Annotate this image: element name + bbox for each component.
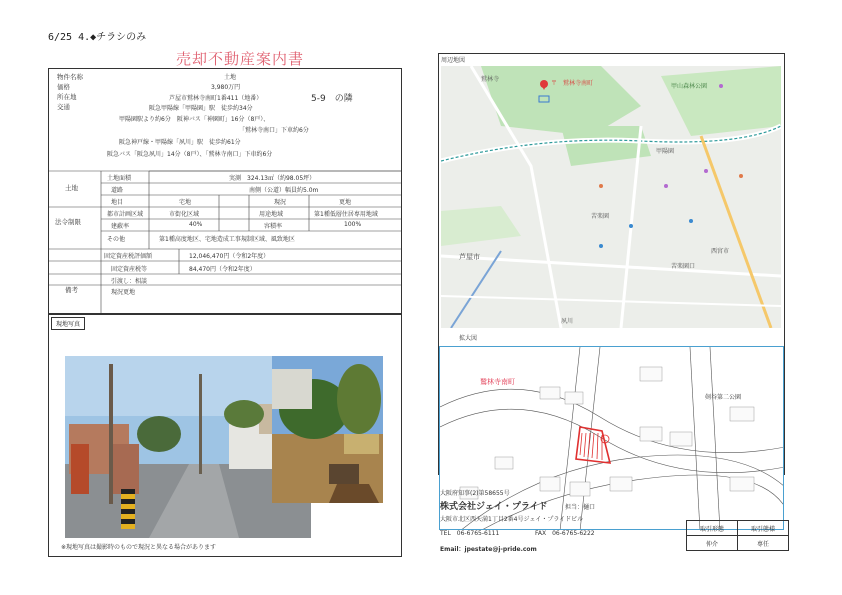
form-value: 仲介 — [687, 536, 738, 551]
company-tel: TEL 06-6765-6111 — [440, 530, 500, 537]
delivery: 引渡し：相談 — [111, 278, 148, 285]
label-transport: 交通 — [57, 103, 70, 111]
area-map — [441, 66, 781, 328]
label-price: 価格 — [57, 83, 70, 91]
company-license: 大阪府知事(2)第58655号 — [440, 490, 510, 497]
far-label: 容積率 — [264, 223, 283, 230]
area-map-graphic — [441, 66, 781, 328]
zoning-label: 用途地域 — [259, 211, 284, 218]
transport-line-4: 阪急神戸線・甲陽線「夙川」駅 徒歩約61分 — [119, 139, 241, 146]
photos-caption: ※現地写真は撮影時のもので現況と異なる場合があります — [61, 544, 217, 551]
tax-label: 固定資産税等 — [111, 266, 148, 273]
tax-amount: 84,470円（令和2年度） — [189, 266, 256, 273]
road-value: 南側（公道）幅員約5.0m — [249, 187, 319, 194]
trade-value: 専任 — [738, 536, 789, 551]
transaction-table — [686, 520, 789, 551]
site-photos — [49, 314, 401, 556]
page-header: 6/25 4.◆チラシのみ — [48, 32, 147, 43]
map-label: 周辺地図 — [441, 57, 466, 64]
company-address: 大阪市北区西天満1丁目2番4号ジェイ・プライドビル — [440, 516, 584, 523]
map-pin-label: 〒 鷲林寺南町 — [551, 80, 594, 87]
far-value: 100% — [344, 221, 362, 228]
transport-line-1: 阪急甲陽線「甲陽園」駅 徒歩約34分 — [149, 105, 253, 112]
label-law: 法令制限 — [55, 218, 81, 226]
map-place-6: 芦屋市 — [459, 253, 480, 261]
zoom-label: 拡大図 — [459, 335, 478, 342]
land-area-value: 実測 324.13㎡（約98.05坪） — [229, 175, 316, 182]
transport-line-5: 阪急バス「阪急夙川」14分（8戸）、「鷲林寺南口」下車約6分 — [107, 151, 273, 158]
current-value: 更地 — [339, 199, 352, 206]
current-label: 現況 — [274, 199, 287, 206]
property-address: 芦屋市鷲林寺南町1番411（地番） — [169, 95, 263, 102]
map-panel — [438, 53, 785, 475]
company-email: Email：jpestate@j-pride.com — [440, 546, 537, 553]
zoom-park-label: 剣谷第二公園 — [705, 394, 742, 401]
tax-value-label: 固定資産税評価額 — [104, 253, 153, 260]
photos-label: 現地写真 — [51, 317, 85, 330]
map-place-1: 鷲林寺 — [481, 76, 500, 83]
other-value: 第1種高度地区、宅地造成工事規制区域、風致地区 — [159, 236, 295, 243]
map-place-7: 西宮市 — [711, 248, 730, 255]
form-label: 取引形態 — [687, 521, 738, 536]
transport-line-3: 「鷲林寺南口」下車約6分 — [239, 127, 309, 134]
bcr-value: 40% — [189, 221, 203, 228]
tax-value: 12,046,470円（令和2年度） — [189, 253, 270, 260]
city-plan-label: 都市計画区域 — [107, 211, 144, 218]
property-info-panel — [48, 68, 402, 315]
page-title: 売却不動産案内書 — [175, 50, 304, 68]
map-place-8: 苦楽園口 — [671, 263, 696, 270]
property-address-suffix: 5-9 の隣 — [311, 94, 353, 104]
map-place-5: 夙川 — [561, 318, 574, 325]
label-location: 所在地 — [57, 93, 77, 101]
label-remarks: 備考 — [65, 286, 78, 294]
land-area-label: 土地面積 — [107, 175, 132, 182]
property-price: 3,980万円 — [211, 84, 241, 91]
zoom-place-label: 鷲林寺南町 — [480, 378, 515, 386]
bcr-label: 建蔽率 — [111, 223, 130, 230]
land-category-value: 宅地 — [179, 199, 192, 206]
company-person: 担当：樋口 — [565, 504, 596, 511]
map-place-4: 苦楽園 — [591, 213, 610, 220]
property-name: 土地 — [224, 74, 237, 81]
company-fax: FAX 06-6765-6222 — [535, 530, 595, 537]
lot-photo — [272, 356, 383, 503]
trade-label: 取引態様 — [738, 521, 789, 536]
company-name: 株式会社ジェイ・プライド — [440, 502, 548, 512]
other-label: その他 — [107, 236, 126, 243]
road-label: 道路 — [111, 187, 124, 194]
transport-line-2: 甲陽園駅より約6分 阪神バス「神園町」16分（8戸）、 — [119, 116, 270, 123]
label-name: 物件名称 — [57, 73, 83, 81]
map-place-2: 甲陽園 — [656, 148, 675, 155]
remarks-value: 現況更地 — [111, 289, 136, 296]
label-land: 土地 — [65, 184, 78, 192]
city-plan-value: 市街化区域 — [169, 211, 200, 218]
photos-panel — [48, 313, 402, 557]
map-place-3: 甲山森林公園 — [671, 83, 708, 90]
land-category-label: 地目 — [111, 199, 124, 206]
zoning-value: 第1種低層住居専用地域 — [314, 211, 378, 218]
